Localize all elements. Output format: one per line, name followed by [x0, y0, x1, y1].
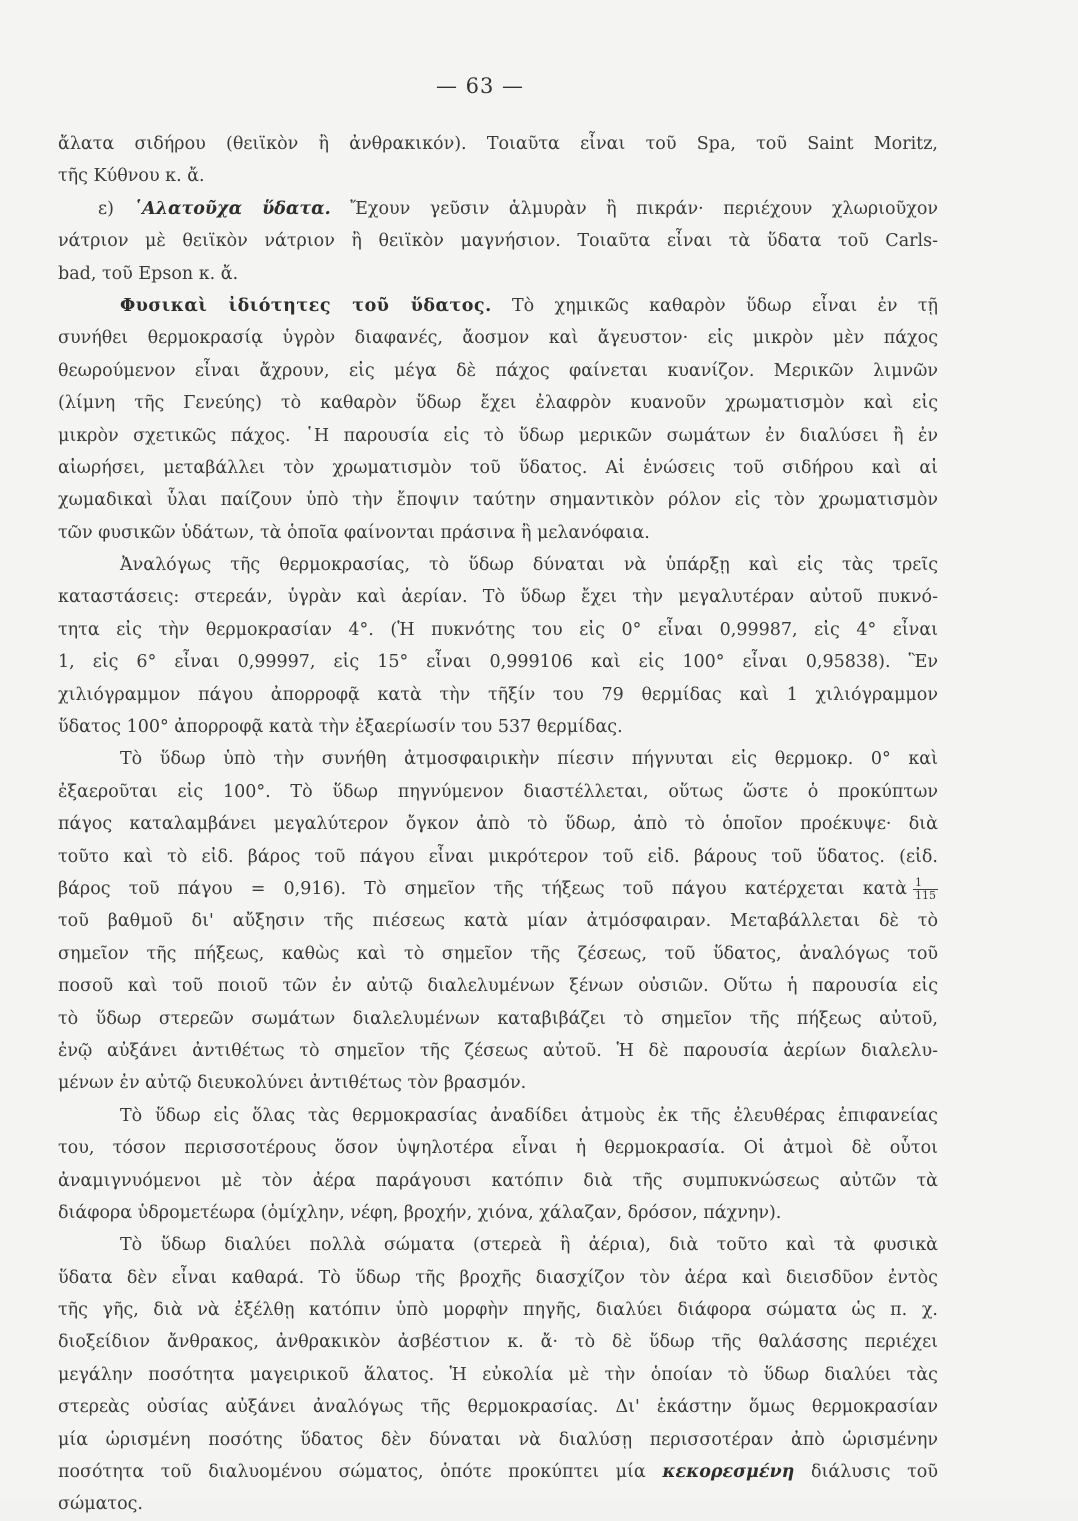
- text-line: ὕδατος 100° ἀπορροφᾷ κατὰ τὴν ἐξαερίωσίν του 537 θερμίδας.: [58, 717, 623, 738]
- text-line: νάτριον μὲ θειϊκὸν νάτριον ἢ θειϊκὸν μαγνήσιον. Τοιαῦτα εἶναι τὰ ὕδατα τοῦ Carls-: [58, 231, 938, 252]
- text-line: τῆς γῆς, διὰ νὰ ἐξέλθῃ κατόπιν ὑπὸ μορφὴν πηγῆς, διαλύει διάφορα σώματα ὡς π. χ.: [58, 1300, 938, 1321]
- text-line: Ἀναλόγως τῆς θερμοκρασίας, τὸ ὕδωρ δύναται νὰ ὑπάρξῃ καὶ εἰς τὰς τρεῖς: [120, 555, 938, 576]
- text-line: καταστάσεις: στερεάν, ὑγρὰν καὶ ἀερίαν. Τὸ ὕδωρ ἔχει τὴν μεγαλυτέραν αὐτοῦ πυκνό-: [58, 587, 938, 608]
- text-line: ἀναμιγνυόμενοι μὲ τὸν ἀέρα παράγουσι κατόπιν διὰ τῆς συμπυκνώσεως αὐτῶν τὰ: [58, 1170, 938, 1191]
- text-line: σώματος.: [58, 1494, 143, 1515]
- text-line: μένων ἐν αὐτῷ διευκολύνει ἀντιθέτως τὸν βρασμόν.: [58, 1073, 527, 1094]
- section-heading-line: Φυσικαὶ ἰδιότητες τοῦ ὕδατος. Τὸ χημικῶς καθαρὸν ὕδωρ εἶναι ἐν τῇ: [120, 295, 938, 316]
- fraction-denominator: 115: [915, 888, 936, 902]
- text-line: τοῦ βαθμοῦ δι' αὔξησιν τῆς πιέσεως κατὰ μίαν ἀτμόσφαιραν. Μεταβάλλεται δὲ τὸ: [58, 911, 938, 932]
- fraction-numerator: 1: [913, 877, 938, 890]
- text-line: ποσοῦ καὶ τοῦ ποιοῦ τῶν ἐν αὐτῷ διαλελυμένων ξένων οὐσιῶν. Οὕτω ἡ παρουσία εἰς: [58, 976, 938, 997]
- text-line: πάγος καταλαμβάνει μεγαλύτερον ὄγκον ἀπὸ τὸ ὕδωρ, ἀπὸ τὸ ὁποῖον προέκυψε· διὰ: [58, 814, 938, 835]
- text-line: Τὸ ὕδωρ εἰς ὅλας τὰς θερμοκρασίας ἀναδίδει ἀτμοὺς ἐκ τῆς ἐλευθέρας ἐπιφανείας: [120, 1105, 938, 1126]
- text-line: τητα εἰς τὴν θερμοκρασίαν 4°. (Ἡ πυκνότης του εἰς 0° εἶναι 0,99987, εἰς 4° εἶναι: [58, 619, 938, 640]
- section-heading: Φυσικαὶ ἰδιότητες τοῦ ὕδατος.: [120, 295, 492, 316]
- text-line: διοξείδιον ἄνθρακος, ἀνθρακικὸν ἀσβέστιον κ. ἄ· τὸ δὲ ὕδωρ τῆς θαλάσσης περιέχει: [58, 1332, 938, 1353]
- text-line: βάρος τοῦ πάγου = 0,916). Τὸ σημεῖον τῆς τήξεως τοῦ πάγου κατέρχεται κατὰ $\frac{1}{115}$: [58, 875, 936, 902]
- text-line: αἰωρήσει, μεταβάλλει τὸν χρωματισμὸν τοῦ ὕδατος. Αἱ ἑνώσεις τοῦ σιδήρου καὶ αἱ: [58, 457, 938, 478]
- text-line: τῆς Κύθνου κ. ἄ.: [58, 166, 205, 187]
- text-line: τῶν φυσικῶν ὑδάτων, τὰ ὁποῖα φαίνονται πράσινα ἢ μελανόφαια.: [58, 522, 650, 543]
- text-line: 1, εἰς 6° εἶναι 0,99997, εἰς 15° εἶναι 0,999106 καὶ εἰς 100° εἶναι 0,95838). Ἓν: [58, 652, 938, 673]
- text-line: μεγάλην ποσότητα μαγειρικοῦ ἅλατος. Ἡ εὐκολία μὲ τὴν ὁποίαν τὸ ὕδωρ διαλύει τὰς: [58, 1364, 938, 1385]
- text-line: θεωρούμενον εἶναι ἄχρουν, εἰς μέγα δὲ πάχος φαίνεται κυανίζον. Μερικῶν λιμνῶν: [58, 360, 938, 381]
- text-line: Τὸ ὕδωρ διαλύει πολλὰ σώματα (στερεὰ ἢ ἀέρια), διὰ τοῦτο καὶ τὰ φυσικὰ: [120, 1235, 938, 1256]
- text-line: ἄλατα σιδήρου (θειϊκὸν ἢ ἀνθρακικόν). Τοιαῦτα εἶναι τοῦ Spa, τοῦ Saint Moritz,: [58, 134, 938, 154]
- text-line: διάφορα ὑδρομετέωρα (ὁμίχλην, νέφη, βροχήν, χιόνα, χάλαζαν, δρόσον, πάχνην).: [58, 1202, 782, 1223]
- body-text: [58, 128, 938, 1521]
- text-line: του, τόσον περισσοτέρους ὅσον ὑψηλοτέρα εἶναι ἡ θερμοκρασία. Οἱ ἀτμοὶ δὲ οὗτοι: [58, 1138, 938, 1159]
- text-line: ἐξαεροῦται εἰς 100°. Τὸ ὕδωρ πηγνύμενον διαστέλλεται, οὕτως ὥστε ὁ προκύπτων: [58, 781, 938, 802]
- text-line: μικρὸν σχετικῶς πάχος. ῾Η παρουσία εἰς τὸ ὕδωρ μερικῶν σωμάτων ἐν διαλύσει ἢ ἐν: [58, 425, 938, 446]
- text-line: μία ὡρισμένη ποσότης ὕδατος δὲν δύναται νὰ διαλύσῃ περισσοτέραν ἀπὸ ὡρισμένην: [58, 1429, 938, 1450]
- text-line: χωμαδικαὶ ὗλαι παίζουν ὑπὸ τὴν ἔποψιν ταύτην σημαντικὸν ρόλον εἰς τὸν χρωματισμὸν: [58, 490, 938, 511]
- emphasized-term: κεκορεσμένη: [662, 1462, 795, 1483]
- text-line: σημεῖον τῆς πήξεως, καθὼς καὶ τὸ σημεῖον τῆς ζέσεως, τοῦ ὕδατος, ἀναλόγως τοῦ: [58, 943, 938, 964]
- emphasized-term: ῾Αλατοῦχα ὕδατα.: [133, 198, 331, 219]
- page-number: — 63 —: [435, 74, 525, 98]
- text-line: ποσότητα τοῦ διαλυομένου σώματος, ὁπότε προκύπτει μία κεκορεσμένη διάλυσις τοῦ: [58, 1462, 938, 1483]
- text-line: τὸ ὕδωρ στερεῶν σωμάτων διαλελυμένων καταβιβάζει τὸ σημεῖον τῆς πήξεως αὐτοῦ,: [58, 1008, 938, 1029]
- fraction: [913, 877, 938, 902]
- text-line: χιλιόγραμμον πάγου ἀπορροφᾷ κατὰ τὴν τῆξίν του 79 θερμίδας καὶ 1 χιλιόγραμμον: [58, 684, 938, 705]
- text-line: (λίμνη τῆς Γενεύης) τὸ καθαρὸν ὕδωρ ἔχει ἐλαφρὸν κυανοῦν χρωματισμὸν καὶ εἰς: [58, 393, 938, 414]
- text-line: συνήθει θερμοκρασίᾳ ὑγρὸν διαφανές, ἄοσμον καὶ ἄγευστον· εἰς μικρὸν μὲν πάχος: [58, 328, 938, 349]
- text-line: ἐνῷ αὐξάνει ἀντιθέτως τὸ σημεῖον τῆς ζέσεως αὐτοῦ. Ἡ δὲ παρουσία ἀερίων διαλελυ-: [58, 1040, 938, 1061]
- text-line: Τὸ ὕδωρ ὑπὸ τὴν συνήθη ἀτμοσφαιρικὴν πίεσιν πήγνυται εἰς θερμοκρ. 0° καὶ: [120, 749, 938, 770]
- text-line: ὕδατα δὲν εἶναι καθαρά. Τὸ ὕδωρ τῆς βροχῆς διασχίζον τὸν ἀέρα καὶ διεισδῦον ἐντὸς: [58, 1267, 938, 1288]
- text-line: bad, τοῦ Epson κ. ἄ.: [58, 263, 239, 284]
- text-line: τοῦτο καὶ τὸ εἰδ. βάρος τοῦ πάγου εἶναι μικρότερον τοῦ εἰδ. βάρους τοῦ ὕδατος. (εἰδ.: [58, 846, 938, 867]
- text-line: στερεὰς οὐσίας αὐξάνει ἀναλόγως τῆς θερμοκρασίας. Δι' ἑκάστην ὅμως θερμοκρασίαν: [58, 1397, 938, 1418]
- text-line: ε) ῾Αλατοῦχα ὕδατα. Ἔχουν γεῦσιν ἁλμυρὰν ἢ πικράν· περιέχουν χλωριοῦχον: [98, 198, 938, 219]
